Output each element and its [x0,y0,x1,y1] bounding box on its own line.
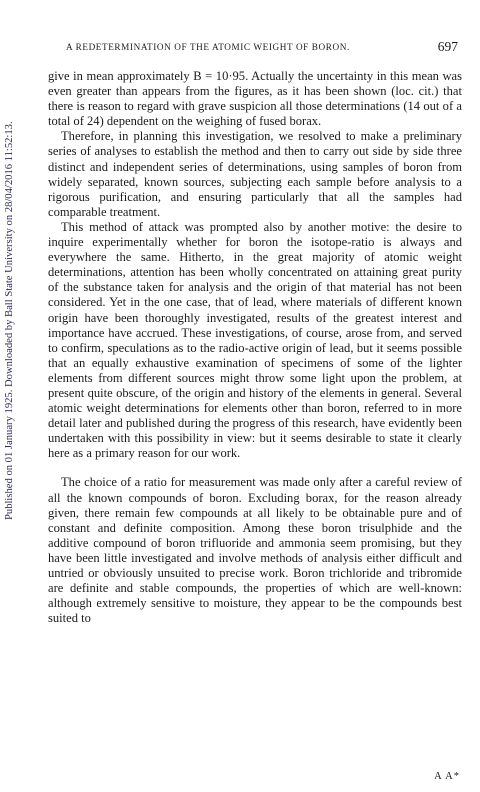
page-number: 697 [437,39,458,54]
paragraph-2: Therefore, in planning this investigation, we resolved to make a preliminary series of analyses to establish the method and then to carry out side by side three distinct and independent series of determinations, using samples of boron from widely separated, known sources, subjecting each sample before analysis to a rigorous purification, and ensuring particularly that all the samples had comparable treatment. [48,129,462,219]
paragraph-4: The choice of a ratio for measurement was made only after a careful review of all the known compounds of boron. Excluding borax, for the reason already given, there remain few compounds at all likely to be obtainable pure and of constant and definite composition. Among these boron trisulphide and the additive compound of boron trifluoride and ammonia seem promising, but they have been little investigated and involve methods of analysis either difficult and untried or obviously unsuited to precise work. Boron trichloride and tribromide are definite and stable compounds, the properties of which are well-known: although extremely sensitive to moisture, they appear to be the compounds best suited to [48,475,462,626]
article-body [48,69,462,626]
download-notice: Published on 01 January 1925. Downloaded by Ball State University on 28/04/2016 11:52:13. [4,121,15,520]
signature-mark: A A* [434,771,460,782]
running-head-title: A REDETERMINATION OF THE ATOMIC WEIGHT OF BORON. [66,42,350,52]
paragraph-3: This method of attack was prompted also by another motive: the desire to inquire experimentally whether for boron the isotope-ratio is always and everywhere the same. Hitherto, in the great majority of atomic weight determinations, attention has been wholly concentrated on attaining great purity of the substance taken for analysis and the origin of that material has not been considered. Yet in the one case, that of lead, where materials of different known origin have been thoroughly investigated, results of the greatest interest and importance have accrued. These investigations, of course, arose from, and served to confirm, speculations as to the radio-active origin of lead, but it seems possible that an equally exhaustive examination of specimens of some of the lighter elements from different sources might throw some light upon the problem, at present quite obscure, of the origin and history of the elements in general. Several atomic weight determinations for elements other than boron, referred to in more detail later and published during the progress of this research, have evidently been undertaken with this possibility in view: but it seems desirable to state it clearly here as a primary reason for our work. [48,219,462,461]
paragraph-1: give in mean approximately B = 10·95. Actually the uncertainty in this mean was even greater than appears from the figures, as it has been shown (loc. cit.) that there is reason to regard with grave suspicion all those determinations (14 out of a total of 24) dependent on the weighing of fused borax. [48,69,462,129]
